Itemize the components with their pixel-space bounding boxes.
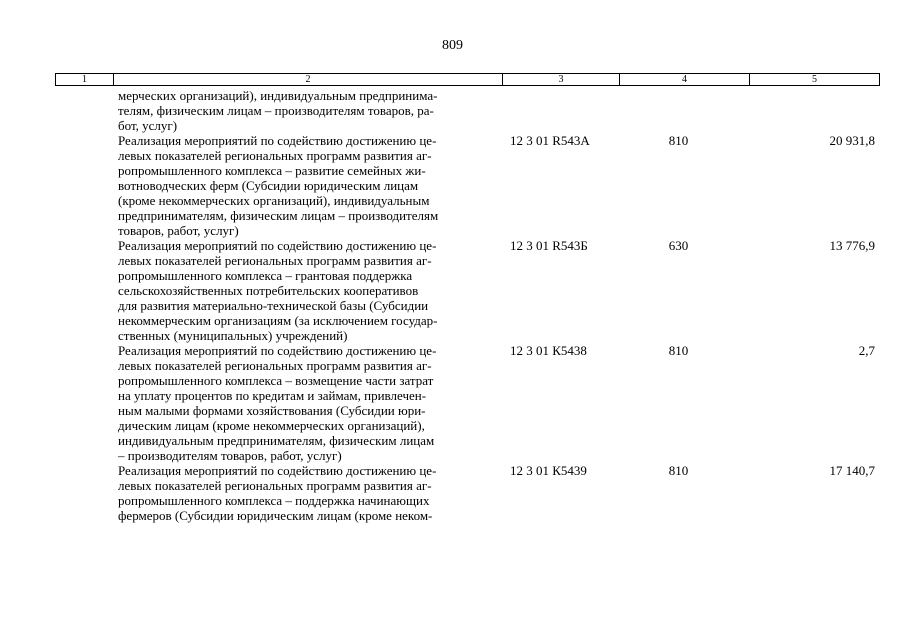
table-row [0,238,905,343]
description-line: индивидуальным предпринимателям, физическим лицам [118,433,435,448]
description-line: Реализация мероприятий по содействию достижению це- [118,133,437,148]
table-row [0,463,905,523]
description-line: мерческих организаций), индивидуальным предпринима- [118,88,438,103]
row-description [118,133,493,238]
description-line: – производителям товаров, работ, услуг) [118,448,342,463]
row-amount: 17 140,7 [829,463,875,478]
description-line: вотноводческих ферм (Субсидии юридическим лицам [118,178,419,193]
description-line: предпринимателям, физическим лицам – производителям [118,208,439,223]
description-line: ропромышленного комплекса – поддержка начинающих [118,493,430,508]
description-line: левых показателей региональных программ развития аг- [118,253,432,268]
row-amount: 20 931,8 [829,133,875,148]
description-line: Реализация мероприятий по содействию достижению це- [118,343,437,358]
description-line: фермеров (Субсидии юридическим лицам (кроме неком- [118,508,433,523]
description-line: ропромышленного комплекса – развитие семейных жи- [118,163,426,178]
column-number-4: 4 [620,74,750,85]
row-expense-type: 810 [668,133,689,148]
row-code: 12 3 01 R543Б [510,238,588,253]
row-expense-type: 810 [668,343,689,358]
description-line: телям, физическим лицам – производителям товаров, ра- [118,103,434,118]
description-line: Реализация мероприятий по содействию достижению це- [118,463,437,478]
description-line: бот, услуг) [118,118,178,133]
column-number-5: 5 [812,74,817,85]
description-line: Реализация мероприятий по содействию достижению це- [118,238,437,253]
description-line: дическим лицам (кроме некоммерческих организаций), [118,418,425,433]
table-column-header [55,73,880,86]
row-description [118,88,493,133]
row-amount: 2,7 [858,343,875,358]
row-code: 12 3 01 R543А [510,133,590,148]
row-amount: 13 776,9 [829,238,875,253]
description-line: левых показателей региональных программ развития аг- [118,148,432,163]
description-line: для развития материально-технической базы (Субсидии [118,298,429,313]
description-line: сельскохозяйственных потребительских кооперативов [118,283,419,298]
row-expense-type: 810 [668,463,689,478]
table-row [0,343,905,463]
table-body [0,88,905,523]
description-line: некоммерческим организациям (за исключением государ- [118,313,438,328]
description-line: левых показателей региональных программ развития аг- [118,358,432,373]
row-description [118,238,493,343]
column-number-2: 2 [114,74,503,85]
description-line: товаров, работ, услуг) [118,223,239,238]
description-line: ропромышленного комплекса – грантовая поддержка [118,268,413,283]
row-code: 12 3 01 К5439 [510,463,587,478]
description-line: ропромышленного комплекса – возмещение части затрат [118,373,434,388]
row-description [118,343,493,463]
description-line: на уплату процентов по кредитам и займам, привлечен- [118,388,427,403]
row-expense-type: 630 [668,238,689,253]
column-number-1: 1 [56,74,114,85]
row-code: 12 3 01 К5438 [510,343,587,358]
description-line: (кроме некоммерческих организаций), индивидуальным [118,193,430,208]
description-line: ным малыми формами хозяйствования (Субсидии юри- [118,403,426,418]
row-description [118,463,493,523]
table-row [0,133,905,238]
page-number: 809 [442,38,463,53]
table-row [0,88,905,133]
column-number-3: 3 [503,74,620,85]
description-line: ственных (муниципальных) учреждений) [118,328,348,343]
description-line: левых показателей региональных программ развития аг- [118,478,432,493]
